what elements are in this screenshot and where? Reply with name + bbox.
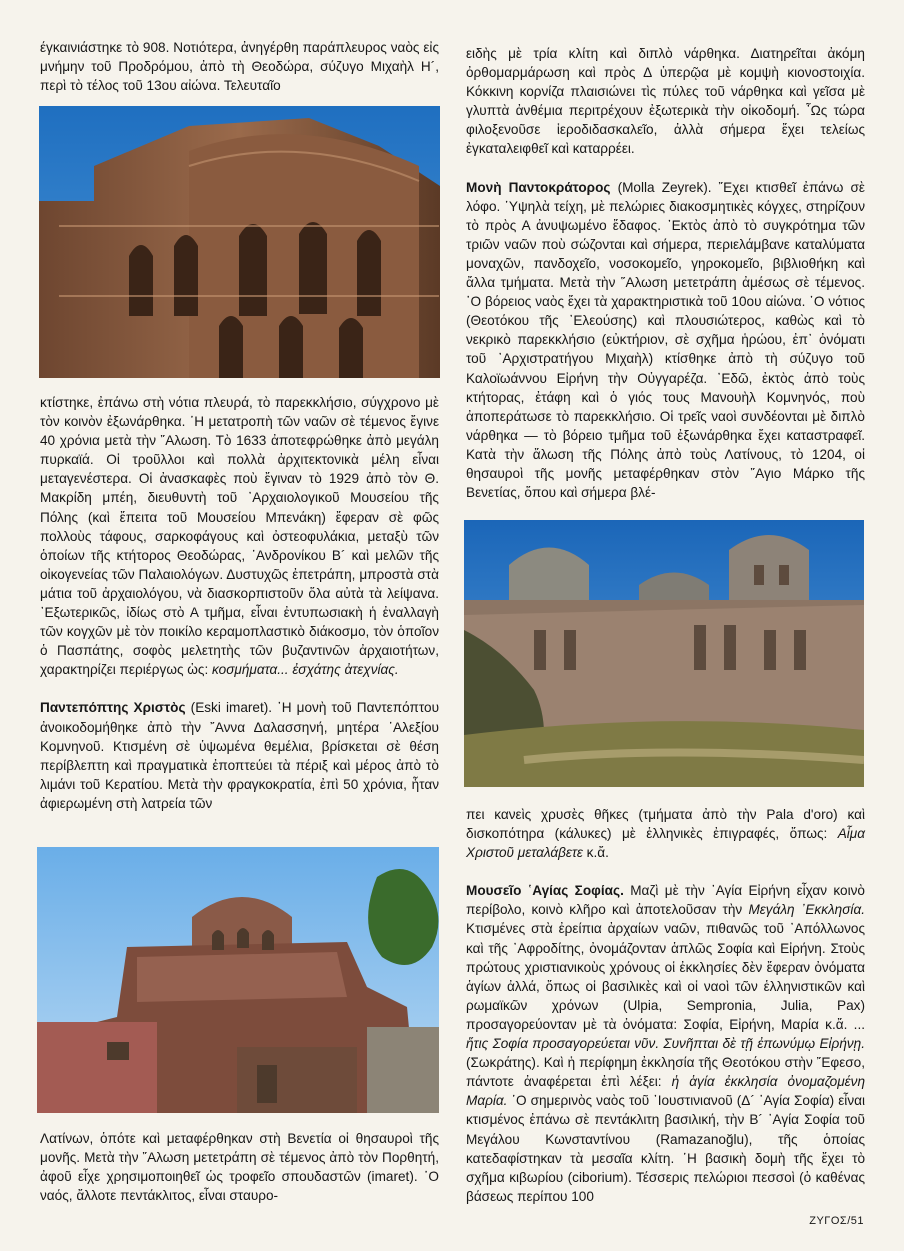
quote: Μεγάλη ᾿Εκκλησία. [748, 902, 865, 918]
photo-church-apse [39, 106, 440, 378]
left-column-middle [40, 393, 439, 813]
photo-pantepoptes-church [37, 847, 439, 1113]
right-column-bottom: πει κανεὶς χρυσὲς θῆκες (τμήματα ἀπὸ τὴν Pala d'oro) καὶ δισκοπότηρα (κάλυκες) μὲ ἑλληνικὲς ἐπιγραφές, ὅπως: Αἷμα Χριστοῦ μεταλάβετε κ.ἄ. Μουσεῖο ῾Αγίας Σοφίας. Μαζὶ μὲ τὴν ῾Αγία Εἰρήνη εἶχαν κοινὸ περίβολο, κοινὸ κλῆρο καὶ ἀποτελοῦσαν τὴν Μεγάλη ᾿Εκκλησία. Κτισμένες στὰ ἐρείπια ἀρχαίων ναῶν, πιθανῶς τοῦ ᾿Απόλλωνος καὶ τῆς ᾿Αφροδίτης, ὀνομάζονταν ἁπλῶς Σοφία καὶ Εἰρήνη. Στοὺς πρώτους χριστιανικοὺς χρόνους οἱ ἐκκλησίες δὲν ἔφεραν ὀνόματα ἁγίων ἀλλά, ὅπως οἱ βασιλικὲς καὶ οἱ ναοὶ τῶν ἑλληνιστικῶν καὶ ρωμαϊκῶν χρόνων (Ulpia, Sempronia, Julia, Pax) προσαγορεύονταν μὲ τὰ ὀνόματα: Σοφία, Εἰρήνη, Μαρία κ.ἄ. ... ἥτις Σοφία προσαγορεύεται νῦν. Συνῆπται δὲ τῇ ἐπωνύμῳ Εἰρήνῃ. (Σωκράτης). Καὶ ἡ περίφημη ἐκκλησία τῆς Θεοτόκου στὴν ῎Εφεσο, πάντοτε ἀναφέρεται ἐπὶ λέξει: ἡ ἁγία ἐκκλησία ὀνομαζομένη Μαρία. ῾Ο σημερινὸς ναὸς τοῦ ᾿Ιουστινιανοῦ (Δ´ ῾Αγία Σοφία) εἶναι κτισμένος ἐπάνω σὲ πεντάκλιτη βασιλική, τὴν Β´ ῾Αγία Σοφία τοῦ Μεγάλου Κωνσταντίνου (Ramazanoğlu), τῆς ὁποίας κατεδαφίστηκαν τὰ μεσαῖα κλίτη. ῾Η βασικὴ δομὴ τῆς ἔχει τὸ σχῆμα κιβωρίου (ciborium). Τέσσερις πελώριοι πεσσοὶ (ὁ καθένας βάσεως περίπου 100 [466, 807, 865, 1204]
section-heading: Μονὴ Παντοκράτορος [466, 179, 611, 195]
paragraph: πει κανεὶς χρυσὲς θῆκες (τμήματα ἀπὸ τὴν Pala d'oro) καὶ δισκοπότηρα (κάλυκες) μὲ ἑλληνικὲς ἐπιγραφές, ὅπως: [466, 807, 865, 842]
quote: ἥτις Σοφία προσαγορεύεται νῦν. Συνῆπται δὲ τῇ ἐπωνύμῳ Εἰρήνῃ. [466, 1036, 865, 1052]
paragraph: ειδὴς μὲ τρία κλίτη καὶ διπλὸ νάρθηκα. Διατηρεῖται ἀκόμη ὀρθομαρμάρωση καὶ πρὸς Δ ὑπερῷα μὲ κομψὴ κιονοστοιχία. Κόκκινη κορνίζα πλαισιώνει τὶς πύλες τοῦ νάρθηκα καὶ γεῖσα μὲ γλυπτὰ ἀνθέμια περιτρέχουν ἐξωτερικὰ τὴν οἰκοδομή. ῟Ως τώρα φιλοξενοῦσε ἱεροδιδασκαλεῖο, ἀλλὰ σήμερα ἔχει τελείως ἐγκαταλειφθεῖ καὶ καταρρέει. [466, 46, 865, 157]
right-column-top [466, 44, 865, 502]
paragraph: (Eski imaret). ῾Η μονὴ τοῦ Παντεπόπτου ἀνοικοδομήθηκε ἀπὸ τὴν ῎Αννα Δαλασσηνή, μητέρα ᾿Αλεξίου Κομνηνοῦ. Κτισμένη σὲ ὑψωμένα θεμέλια, βρίσκεται σὲ θέση περίβλεπτη καὶ πραγματικὰ ἐποπτεύει τὰ πέριξ καὶ μέρος ἀπὸ τὸ λιμάνι τοῦ Κερατίου. Μετὰ τὴν φραγκοκρατία, ἐπὶ 50 χρόνια, ἦταν ἀφιερωμένη στὴ λατρεία τῶν [40, 700, 440, 811]
paragraph: έγκαινιάστηκε τὸ 908. Νοτιότερα, ἀνηγέρθη παράπλευρος ναὸς εἰς μνήμην τοῦ Προδρόμου, ἀπὸ τὴ Θεοδώρα, σύζυγο Μιχαὴλ Η´, περὶ τὸ τέλος τοῦ 13ου αἰώνα. Τελευταῖο [40, 40, 439, 94]
paragraph: Λατίνων, ὁπότε καὶ μεταφέρθηκαν στὴ Βενετία οἱ θησαυροὶ τῆς μονῆς. Μετὰ τὴν ῞Αλωση μετετράπη σὲ τέμενος ἀπὸ τὸν Πορθητή, ἀφοῦ εἶχε χρησιμοποιηθεῖ ὡς τροφεῖο σπουδαστῶν (imaret). ῾Ο ναός, ἄλλοτε πεντάκλιτος, εἶναι σταυρο- [40, 1131, 439, 1204]
section-heading: Παντεπόπτης Χριστὸς [40, 700, 186, 716]
left-column-bottom [40, 1129, 439, 1205]
page-footer: ΖΥΓΟΣ/51 [809, 1215, 864, 1227]
paragraph: (Molla Zeyrek). ῎Εχει κτισθεῖ ἐπάνω σὲ λόφο. ῾Υψηλὰ τείχη, μὲ πελώριες διακοσμητικὲς κόγχες, στηρίζουν τὸ πρὸς Α ἀνυψωμένο ἔδαφος. ᾿Εκτὸς ἀπὸ τὸ συγκρότημα τῶν τριῶν ναῶν ποὺ σώζονται καὶ σήμερα, περιελάμβανε καταλύματα μοναχῶν, πανδοχεῖο, νοσοκομεῖο, γηροκομεῖο, βιβλιοθήκη καὶ ἄλλα τμήματα. Μετὰ τὴν ῞Αλωση μετετράπη ἀμέσως σὲ τέμενος. ῾Ο βόρειος ναὸς ἔχει τὰ χαρακτηριστικὰ τοῦ 10ου αἰώνα. ῾Ο νότιος (Θεοτόκου τῆς ᾿Ελεούσης) καὶ πλουσιώτερος, καθὼς καὶ τὸ νεκρικὸ παρεκκλήσιο (εὐκτήριον, σὲ σχῆμα ἡρώου, ἐπ᾿ ὀνόματι τοῦ ᾿Αρχιστρατήγου Μιχαὴλ) κτίσθηκε ἀπὸ τὴ σύζυγο τοῦ Καλοϊωάννου Εἰρήνη τὴν Οὐγγαρέζα. ᾿Εδῶ, ἐκτὸς ἀπὸ τοὺς κτήτορας, ἐτάφη καὶ ὁ γιός τους Μανουὴλ Κομνηνός, ποὺ ἀποπεράτωσε τὸ παρεκκλήσιο. Οἱ τρεῖς ναοὶ συνδέονται μὲ διπλὸ νάρθηκα — τὸ βόρειο τμῆμα τοῦ ἐξωνάρθηκα ἔχει καταστραφεῖ. Κατὰ τὴν ἅλωση τῆς Πόλης ἀπὸ τοὺς Λατίνους, τὸ 1204, οἱ θησαυροὶ τῆς μονῆς μεταφέρθηκαν στὸν ῞Αγιο Μάρκο τῆς Βενετίας, ὅπου καὶ σήμερα βλέ- [466, 179, 865, 501]
left-column-top [40, 38, 439, 95]
paragraph: κτίστηκε, ἐπάνω στὴ νότια πλευρά, τὸ παρεκκλήσιο, σύγχρονο μὲ τὸν κοινὸν ἐξωνάρθηκα. ῾Η μετατροπὴ τῶν ναῶν σὲ τέμενος ἔγινε 40 χρόνια μετὰ τὴν ῞Αλωση. Τὸ 1633 ἀποτεφρώθηκε ἀπὸ μεγάλη πυρκαϊά. Οἱ τροῦλλοι καὶ πολλὰ ἀρχιτεκτονικὰ μέλη εἶναι μεταγενέστερα. Οἱ ἀνασκαφὲς ποὺ ἔγιναν τὸ 1929 ἀπὸ τὸν Θ. Μακρίδη μπέη, διευθυντὴ τοῦ ᾿Αρχαιολογικοῦ Μουσείου τῆς Πόλης (καὶ ἔπειτα τοῦ Μουσείου Μπενάκη) ἔφεραν σὲ φῶς πολλοὺς τάφους, σαρκοφάγους καὶ ὀστεοφυλάκια, μεταξὺ τῶν ὁποίων τῆς κτήτορος Θεοδώρας, ᾿Ανδρονίκου Β´ καὶ μελῶν τῆς οἰκογενείας τῶν Παλαιολόγων. Δυστυχῶς ἐπετράπη, μπροστὰ στὰ μάτια τοῦ ἀρχαιολόγου, νὰ διασκορπιστοῦν ὅλα αὐτὰ τὰ λείψανα. ᾿Εξωτερικῶς, ἰδίως στὸ Α τμῆμα, εἶναι ἐντυπωσιακὴ ἡ ἐναλλαγὴ τῶν κογχῶν μὲ τὸν ποικίλο κεραμοπλαστικὸ διάκοσμο, τὸν ὁποῖον ὁ Πασπάτης, σοφὸς μελετητὴς τῶν βυζαντινῶν ἀρχαιοτήτων, χαρακτηρίζει περιέργως ὡς: [40, 395, 439, 678]
photo-pantokrator-monastery [464, 520, 864, 787]
quote: Αἷμα Χριστοῦ μεταλάβετε [466, 826, 865, 861]
section-heading: Μουσεῖο ῾Αγίας Σοφίας. [466, 883, 624, 899]
quote: κοσμήματα... ἐσχάτης ἀτεχνίας. [212, 662, 399, 678]
quote: ἡ ἁγία ἐκκλησία ὀνομαζομένη Μαρία. [466, 1074, 865, 1109]
